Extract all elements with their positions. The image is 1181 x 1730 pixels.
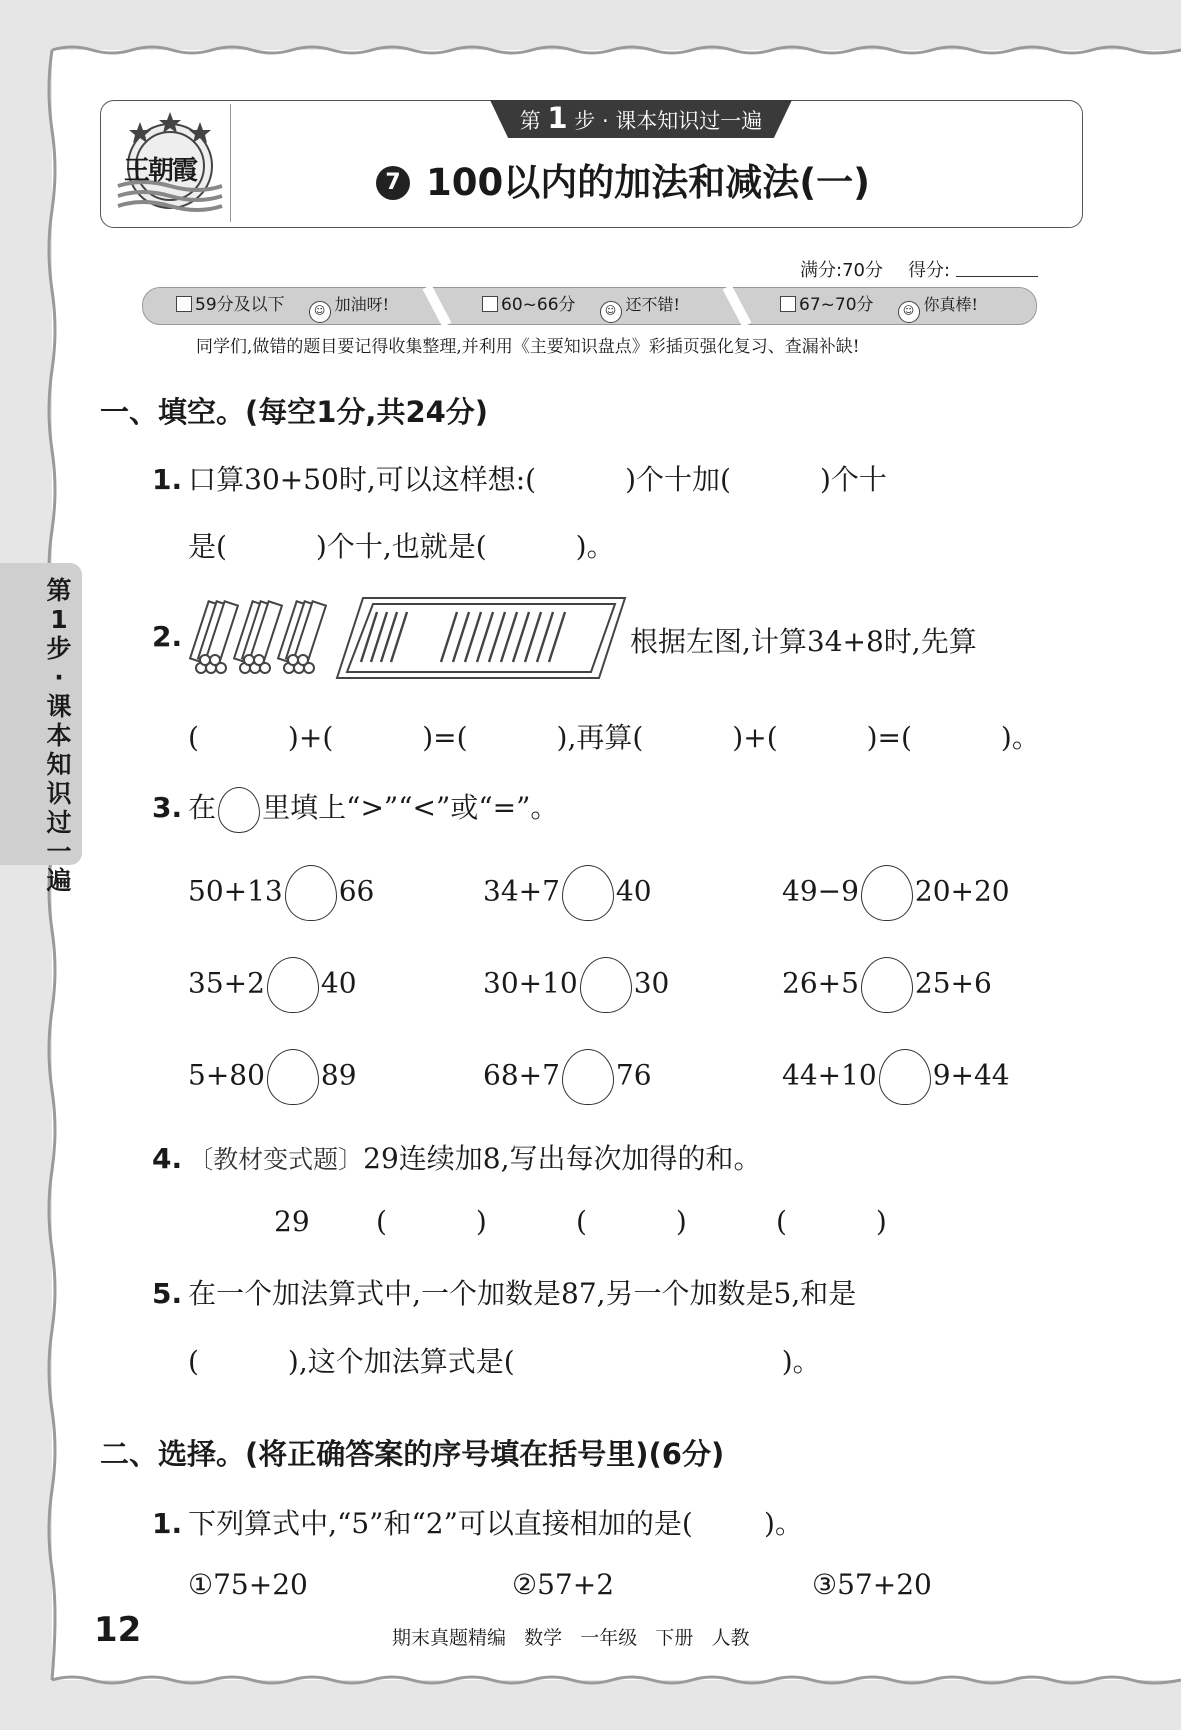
- score-blank-line: [956, 276, 1038, 277]
- answer-circle[interactable]: [861, 865, 913, 921]
- checkbox[interactable]: [482, 296, 498, 312]
- side-tab-label: 第1步·课本知识过一遍: [46, 576, 72, 895]
- answer-blank[interactable]: ( ): [376, 1205, 487, 1238]
- answer-circle[interactable]: [267, 957, 319, 1013]
- expr-left: 34+7: [483, 874, 560, 908]
- level-comment: 加油呀!: [334, 295, 390, 314]
- checkbox[interactable]: [176, 296, 192, 312]
- question-1-1: [152, 458, 887, 498]
- expr-right: 25+6: [914, 966, 992, 1000]
- question-text: 在: [188, 791, 217, 824]
- step-suffix: 步 · 课本知识过一遍: [574, 109, 763, 133]
- question-number: 5.: [152, 1277, 183, 1310]
- answer-blank[interactable]: ( ): [576, 1205, 687, 1238]
- question-1-2-line1: 根据左图,计算34+8时,先算: [630, 625, 977, 658]
- logo-text: 王朝霞: [124, 156, 197, 186]
- question-1-2-line2: ( )+( )=( ),再算( )+( )=( )。: [188, 721, 1040, 754]
- expr-left: 26+5: [782, 966, 859, 1000]
- question-text: 在一个加法算式中,一个加数是87,另一个加数是5,和是: [188, 1277, 857, 1310]
- answer-circle[interactable]: [267, 1049, 319, 1105]
- expr-left: 30+10: [483, 966, 578, 1000]
- full-score: 满分:70分: [800, 260, 883, 281]
- expr-left: 68+7: [483, 1058, 560, 1092]
- smile-face-icon: ☺: [600, 301, 622, 323]
- compare-item: [782, 865, 1010, 921]
- option-c[interactable]: ③57+20: [812, 1568, 932, 1601]
- question-number: 2.: [152, 620, 183, 653]
- answer-circle[interactable]: [580, 957, 632, 1013]
- question-text: 里填上“>”“<”或“=”。: [262, 791, 559, 824]
- question-1-3: [152, 786, 558, 833]
- question-2-1: [152, 1502, 803, 1542]
- question-text: 下列算式中,“5”和“2”可以直接相加的是( )。: [188, 1507, 803, 1540]
- question-number: 3.: [152, 791, 183, 824]
- level-comment: 你真棒!: [923, 295, 978, 314]
- question-1-2-number: [152, 620, 188, 653]
- question-1-4: [152, 1137, 762, 1177]
- score-level-3[interactable]: [780, 292, 978, 318]
- step-prefix: 第: [519, 109, 541, 133]
- expr-left: 44+10: [782, 1058, 877, 1092]
- score-label: 得分:: [908, 260, 951, 281]
- question-number: 1.: [152, 463, 183, 496]
- checkbox[interactable]: [780, 296, 796, 312]
- answer-circle[interactable]: [879, 1049, 931, 1105]
- expr-left: 49−9: [782, 874, 859, 908]
- question-text: 口算30+50时,可以这样想:( )个十加( )个十: [188, 463, 887, 496]
- compare-item: [188, 865, 374, 921]
- question-number: 1.: [152, 1507, 183, 1540]
- answer-circle[interactable]: [562, 865, 614, 921]
- section-2-title: 二、选择。(将正确答案的序号填在括号里)(6分): [100, 1437, 725, 1471]
- header-divider: [230, 104, 231, 222]
- compare-circle-icon: [218, 787, 260, 833]
- title-text: 100以内的加法和减法(一): [426, 161, 871, 204]
- footer-text: 期末真题精编 数学 一年级 下册 人教: [392, 1627, 750, 1649]
- compare-item: [188, 957, 357, 1013]
- compare-item: [483, 957, 669, 1013]
- answer-circle[interactable]: [861, 957, 913, 1013]
- expr-right: 20+20: [914, 874, 1010, 908]
- option-b[interactable]: ②57+2: [512, 1568, 615, 1601]
- option-a[interactable]: ①75+20: [188, 1568, 308, 1601]
- answer-circle[interactable]: [285, 865, 337, 921]
- question-1-5: [152, 1272, 856, 1312]
- question-number: 4.: [152, 1142, 183, 1175]
- compare-item: [782, 1049, 1010, 1105]
- step-label: [490, 100, 792, 136]
- question-1-1-line2: 是( )个十,也就是( )。: [188, 530, 615, 563]
- lesson-number-badge: 7: [376, 166, 410, 200]
- expr-right: 89: [320, 1058, 357, 1092]
- expr-right: 76: [615, 1058, 652, 1092]
- page-number: 12: [94, 1610, 142, 1650]
- level-comment: 还不错!: [625, 295, 680, 314]
- score-level-2[interactable]: [482, 292, 680, 318]
- sticks-bundle-illustration: [185, 596, 630, 682]
- expr-left: 35+2: [188, 966, 265, 1000]
- answer-circle[interactable]: [562, 1049, 614, 1105]
- step-number: 1: [547, 101, 568, 135]
- score-level-1[interactable]: [176, 292, 389, 318]
- compare-item: [782, 957, 992, 1013]
- question-1-5-line2: ( ),这个加法算式是( )。: [188, 1345, 821, 1378]
- expr-right: 66: [338, 874, 375, 908]
- expr-left: 5+80: [188, 1058, 265, 1092]
- smile-face-icon: ☺: [309, 301, 331, 323]
- study-note: 同学们,做错的题目要记得收集整理,并利用《主要知识盘点》彩插页强化复习、查漏补缺!: [196, 337, 860, 357]
- level-range: 67~70分: [799, 295, 874, 315]
- expr-right: 9+44: [932, 1058, 1010, 1092]
- level-range: 60~66分: [501, 295, 576, 315]
- sequence-start: 29: [274, 1205, 310, 1238]
- smile-face-icon: ☺: [898, 301, 920, 323]
- answer-blank[interactable]: ( ): [776, 1205, 887, 1238]
- page-title: [376, 152, 870, 206]
- expr-right: 30: [633, 966, 670, 1000]
- question-text: 29连续加8,写出每次加得的和。: [363, 1142, 762, 1175]
- compare-item: [483, 865, 652, 921]
- question-tag: 〔教材变式题〕: [188, 1145, 364, 1174]
- expr-right: 40: [320, 966, 357, 1000]
- level-range: 59分及以下: [195, 295, 285, 315]
- compare-item: [188, 1049, 357, 1105]
- compare-item: [483, 1049, 652, 1105]
- expr-left: 50+13: [188, 874, 283, 908]
- section-1-title: 一、填空。(每空1分,共24分): [100, 395, 489, 429]
- expr-right: 40: [615, 874, 652, 908]
